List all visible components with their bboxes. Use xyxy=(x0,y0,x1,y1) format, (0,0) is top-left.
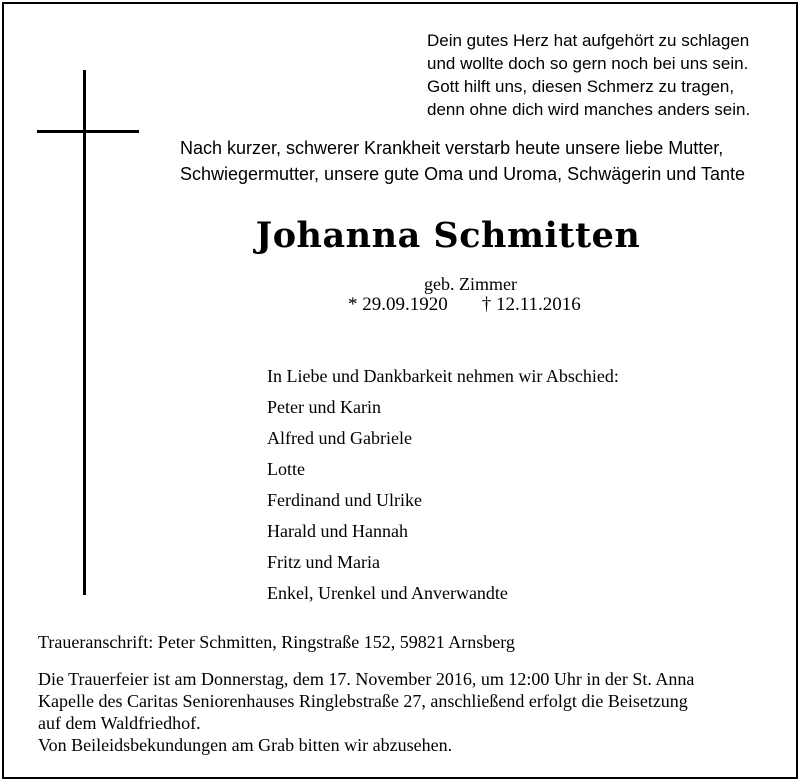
memorial-verse xyxy=(427,29,750,121)
deceased-name: Johanna Schmitten xyxy=(255,215,641,256)
verse-line: Dein gutes Herz hat aufgehört zu schlagen xyxy=(427,31,750,50)
birth-date: * 29.09.1920 xyxy=(348,294,448,315)
service-line: Kapelle des Caritas Seniorenhauses Ringlebstraße 27, anschließend erfolgt die Beisetzung xyxy=(38,691,688,711)
mourning-address: Traueranschrift: Peter Schmitten, Ringstraße 152, 59821 Arnsberg xyxy=(38,632,515,652)
cross-vertical-bar xyxy=(83,70,86,595)
mourner-entry: Lotte xyxy=(267,459,305,479)
mourner-entry: Fritz und Maria xyxy=(267,552,380,572)
announcement-line: Schwiegermutter, unsere gute Oma und Uroma, Schwägerin und Tante xyxy=(180,164,745,184)
maiden-name: geb. Zimmer xyxy=(424,274,517,294)
mourner-entry: Alfred und Gabriele xyxy=(267,428,412,448)
verse-line: denn ohne dich wird manches anders sein. xyxy=(427,100,751,119)
obituary-notice xyxy=(2,2,798,779)
mourner-entry: Enkel, Urenkel und Anverwandte xyxy=(267,583,508,603)
death-announcement xyxy=(180,135,745,187)
service-line: auf dem Waldfriedhof. xyxy=(38,713,201,733)
service-line: Die Trauerfeier ist am Donnerstag, dem 17. November 2016, um 12:00 Uhr in der St. Anna xyxy=(38,669,695,689)
service-line: Von Beileidsbekundungen am Grab bitten wir abzusehen. xyxy=(38,735,453,755)
funeral-service-info xyxy=(38,668,694,756)
mourner-entry: Ferdinand und Ulrike xyxy=(267,490,422,510)
announcement-line: Nach kurzer, schwerer Krankheit verstarb heute unsere liebe Mutter, xyxy=(180,138,724,158)
mourners-list xyxy=(267,361,619,609)
cross-horizontal-bar xyxy=(37,130,139,133)
verse-line: und wollte doch so gern noch bei uns sein. xyxy=(427,54,749,73)
life-dates xyxy=(348,293,581,317)
mourner-entry: Peter und Karin xyxy=(267,397,381,417)
mourner-entry: Harald und Hannah xyxy=(267,521,408,541)
verse-line: Gott hilft uns, diesen Schmerz zu tragen, xyxy=(427,77,735,96)
death-date: † 12.11.2016 xyxy=(481,294,581,315)
mourners-heading: In Liebe und Dankbarkeit nehmen wir Abschied: xyxy=(267,366,619,386)
